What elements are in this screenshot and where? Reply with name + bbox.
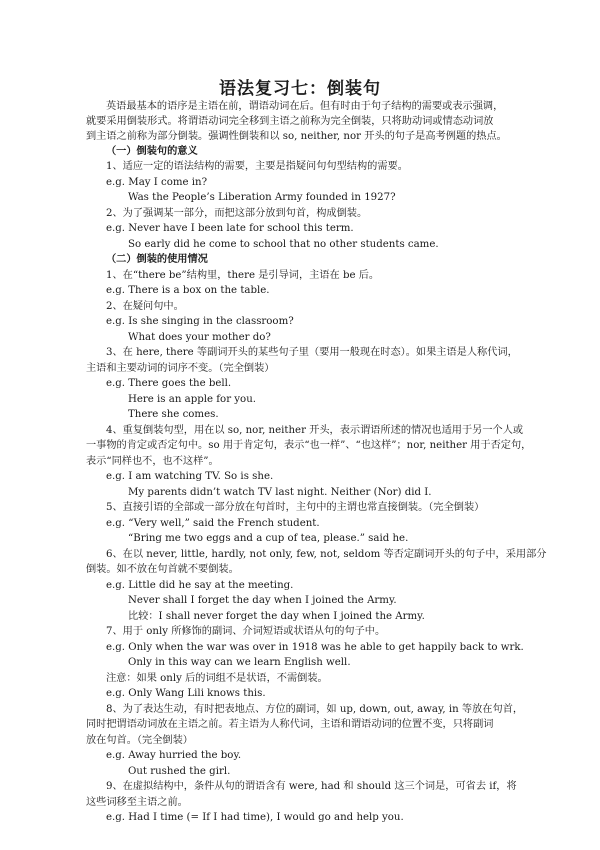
example-line: e.g. Is she singing in the classroom? bbox=[106, 316, 294, 327]
text-line: 主语和主要动词的词序不变。（完全倒装） bbox=[86, 363, 275, 374]
example-line: Never shall I forget the day when I joined the Army. bbox=[128, 595, 397, 606]
text-line: 倒装。如不放在句首就不要倒装。 bbox=[86, 564, 239, 575]
text-line: 1、在“there be”结构里，there 是引导词，主语在 be 后。 bbox=[106, 270, 380, 281]
text-line: 1、适应一定的语法结构的需要，主要是指疑问句句型结构的需要。 bbox=[106, 161, 408, 172]
text-line: 2、为了强调某一部分，而把这部分放到句首，构成倒装。 bbox=[106, 208, 368, 219]
example-line: e.g. I am watching TV. So is she. bbox=[106, 471, 274, 482]
text-line: 同时把谓语动词放在主语之前。若主语为人称代词，主语和谓语动词的位置不变，只将副词 bbox=[86, 719, 494, 730]
text-line: 4、重复倒装句型，用在以 so, nor, neither 开头，表示谓语所述的情况也适用于另一个人或 bbox=[106, 425, 524, 436]
intro-line-1: 英语最基本的语序是主语在前，谓语动词在后。但有时由于句子结构的需要或表示强调， bbox=[106, 101, 504, 112]
section-heading-usage: （二）倒装的使用情况 bbox=[106, 254, 208, 265]
intro-line-3: 到主语之前称为部分倒装。强调性倒装和以 so, neither, nor 开头的句子是高考例题的热点。 bbox=[86, 131, 507, 142]
page-title: 语法复习七：倒装句 bbox=[219, 79, 381, 99]
text-line: 放在句首。（完全倒装） bbox=[86, 735, 193, 746]
example-line: 比较：I shall never forget the day when I joined the Army. bbox=[128, 611, 425, 622]
text-line: 2、在疑问句中。 bbox=[106, 301, 184, 312]
text-line: 7、用于 only 所修饰的副词、介词短语或状语从句的句子中。 bbox=[106, 626, 386, 637]
example-line: e.g. “Very well,” said the French student. bbox=[106, 518, 320, 529]
example-line: Here is an apple for you. bbox=[128, 394, 256, 405]
text-line: 一事物的肯定或否定句中。so 用于肯定句，表示“也一样”、“也这样”；nor, neither 用于否定句， bbox=[86, 440, 532, 451]
example-line: Was the People’s Liberation Army founded in 1927? bbox=[128, 192, 396, 203]
example-line: Only in this way can we learn English well. bbox=[128, 657, 351, 668]
example-line: e.g. Had I time (= If I had time), I would go and help you. bbox=[106, 812, 404, 823]
example-line: “Bring me two eggs and a cup of tea, please.” said he. bbox=[128, 533, 409, 544]
example-line: Out rushed the girl. bbox=[128, 766, 231, 777]
text-line: 8、为了表达生动，有时把表地点、方位的副词，如 up, down, out, away, in 等放在句首， bbox=[106, 704, 524, 715]
text-line: 3、在 here, there 等副词开头的某些句子里（要用一般现在时态）。如果主语是人称代词， bbox=[106, 347, 518, 358]
intro-line-2: 就要采用倒装形式。将谓语动词完全移到主语之前称为完全倒装，只将助动词或情态动词放 bbox=[86, 116, 494, 127]
note-line: 注意：如果 only 后的词组不是状语，不需倒装。 bbox=[106, 673, 328, 684]
example-line: e.g. May I come in? bbox=[106, 177, 208, 188]
example-line: e.g. Only Wang Lili knows this. bbox=[106, 688, 266, 699]
example-line: e.g. There goes the bell. bbox=[106, 378, 232, 389]
example-line: e.g. Away hurried the boy. bbox=[106, 750, 242, 761]
example-line: So early did he come to school that no other students came. bbox=[128, 239, 439, 250]
text-line: 表示“同样也不，也不这样”。 bbox=[86, 456, 219, 467]
example-line: What does your mother do? bbox=[128, 332, 271, 343]
example-line: There she comes. bbox=[128, 409, 219, 420]
example-line: e.g. Never have I been late for school this term. bbox=[106, 223, 354, 234]
text-line: 6、在以 never, little, hardly, not only, few, not, seldom 等否定副词开头的句子中，采用部分 bbox=[106, 549, 547, 560]
section-heading-meaning: （一）倒装句的意义 bbox=[106, 146, 198, 157]
example-line: e.g. Only when the war was over in 1918 was he able to get happily back to wrk. bbox=[106, 642, 524, 653]
text-line: 这些词移至主语之前。 bbox=[86, 797, 188, 808]
example-line: e.g. There is a box on the table. bbox=[106, 285, 270, 296]
text-line: 5、直接引语的全部或一部分放在句首时，主句中的主谓也常直接倒装。（完全倒装） bbox=[106, 502, 485, 513]
example-line: e.g. Little did he say at the meeting. bbox=[106, 580, 294, 591]
text-line: 9、在虚拟结构中，条件从句的谓语含有 were, had 和 should 这三个词是，可省去 if，将 bbox=[106, 781, 517, 792]
example-line: My parents didn’t watch TV last night. Neither (Nor) did I. bbox=[128, 487, 432, 498]
